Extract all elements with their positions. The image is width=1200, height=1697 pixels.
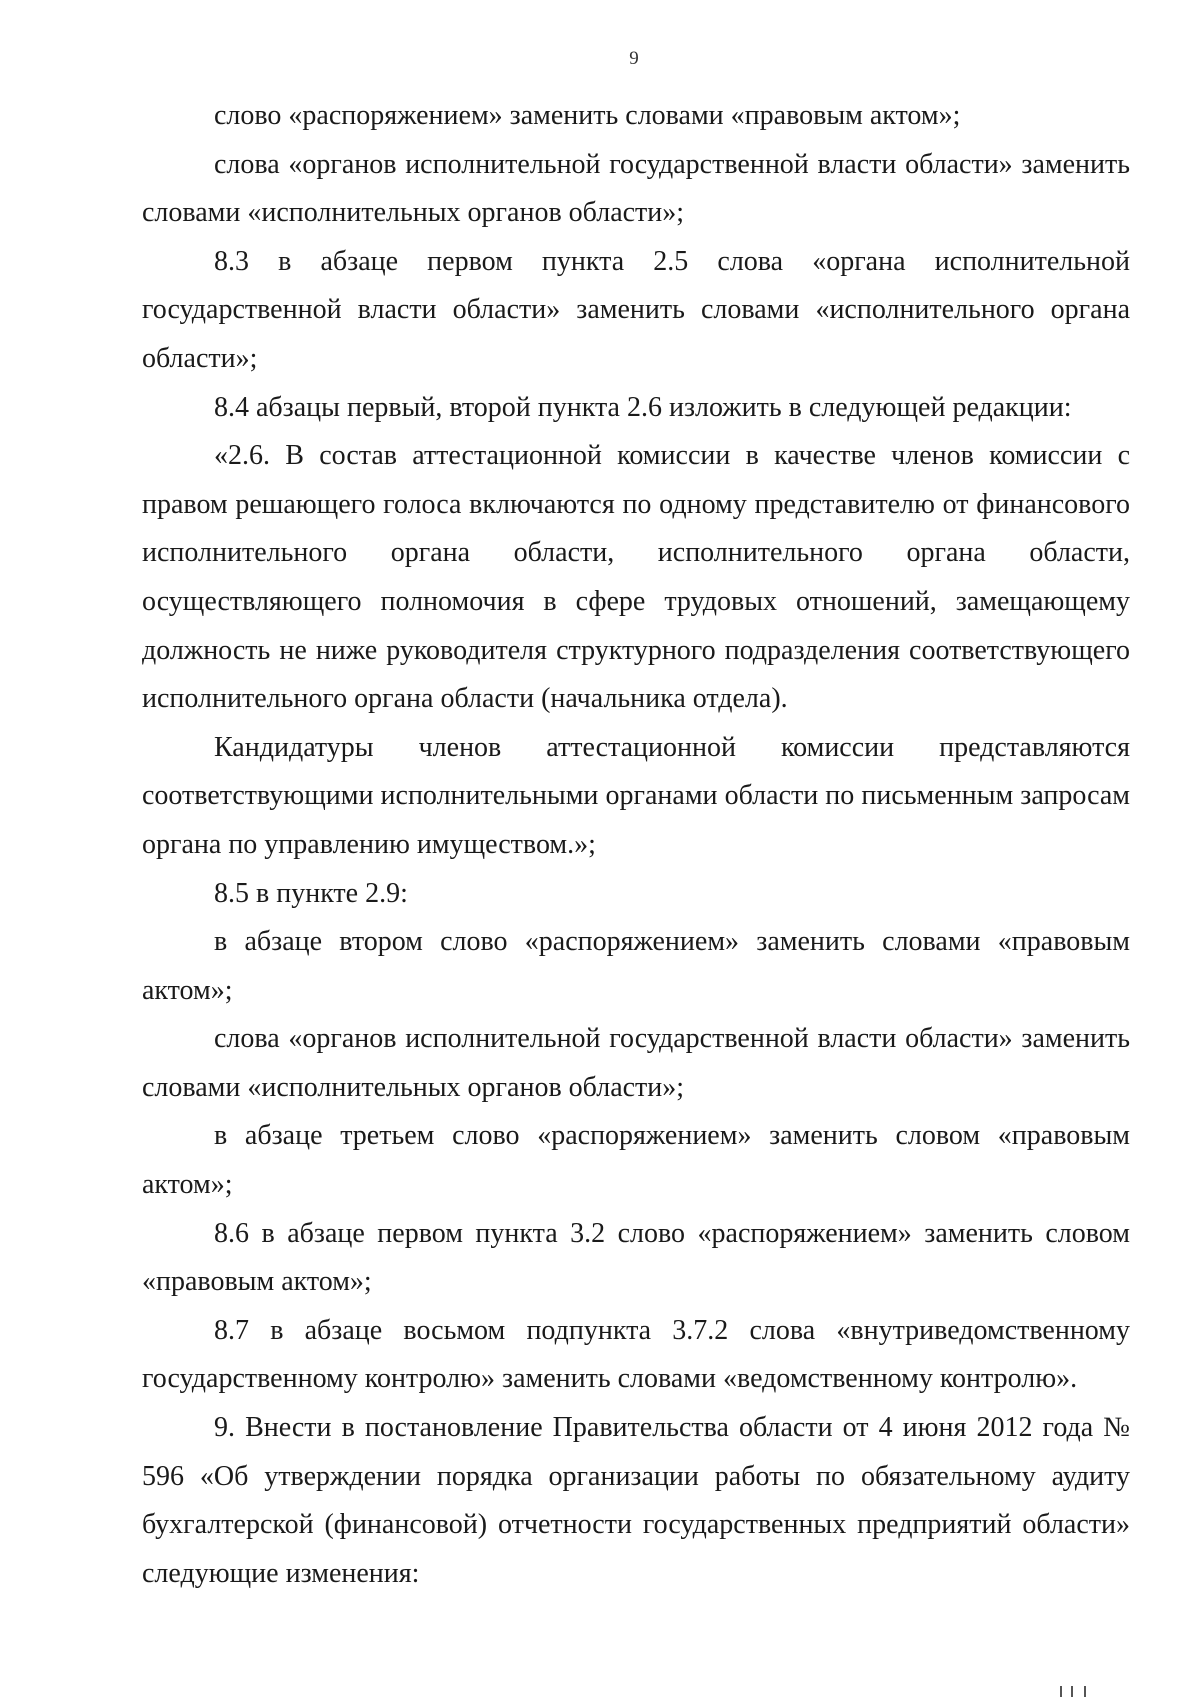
paragraph: слово «распоряжением» заменить словами «правовым актом»; — [214, 100, 961, 131]
paragraph: в абзаце втором слово «распоряжением» заменить словами «правовым актом»; — [142, 926, 1130, 1006]
paragraph: Кандидатуры членов аттестационной комиссии представляются соответствующими исполнительными органами области по письменным запросам органа по управлению имуществом.»; — [142, 731, 1130, 860]
paragraph: «2.6. В состав аттестационной комиссии в качестве членов комиссии с правом решающего голоса включаются по одному представителю от финансового исполнительного органа области, исполнительного органа области, осуществляющего полномочия в сфере трудовых отношений, замещающему должность не ниже руководителя структурного подразделения соответствующего исполнительного органа области (начальника отдела). — [142, 440, 1130, 715]
paragraph: 9. Внести в постановление Правительства области от 4 июня 2012 года № 596 «Об утверждении порядка организации работы по обязательному аудиту бухгалтерской (финансовой) отчетности государственных предприятий области» следующие изменения: — [142, 1412, 1130, 1589]
paragraph: 8.6 в абзаце первом пункта 3.2 слово «распоряжением» заменить словом «правовым актом»; — [142, 1217, 1130, 1298]
paragraph: слова «органов исполнительной государственной власти области» заменить словами «исполнительных органов области»; — [142, 1023, 1130, 1103]
paragraph: 8.7 в абзаце восьмом подпункта 3.7.2 слова «внутриведомственному государственному контролю» заменить словами «ведомственному контролю». — [142, 1314, 1130, 1395]
paragraph: 8.3 в абзаце первом пункта 2.5 слова «органа исполнительной государственной власти области» заменить словами «исполнительного органа области»; — [142, 245, 1130, 374]
scan-barcode-mark — [1060, 1686, 1086, 1697]
paragraph: в абзаце третьем слово «распоряжением» заменить словом «правовым актом»; — [142, 1120, 1130, 1201]
document-body — [142, 92, 1130, 1598]
paragraph: слова «органов исполнительной государственной власти области» заменить словами «исполнительных органов области»; — [142, 148, 1130, 229]
paragraph: 8.5 в пункте 2.9: — [214, 877, 408, 909]
page-number: 9 — [629, 48, 639, 69]
paragraph: 8.4 абзацы первый, второй пункта 2.6 изложить в следующей редакции: — [214, 391, 1072, 423]
